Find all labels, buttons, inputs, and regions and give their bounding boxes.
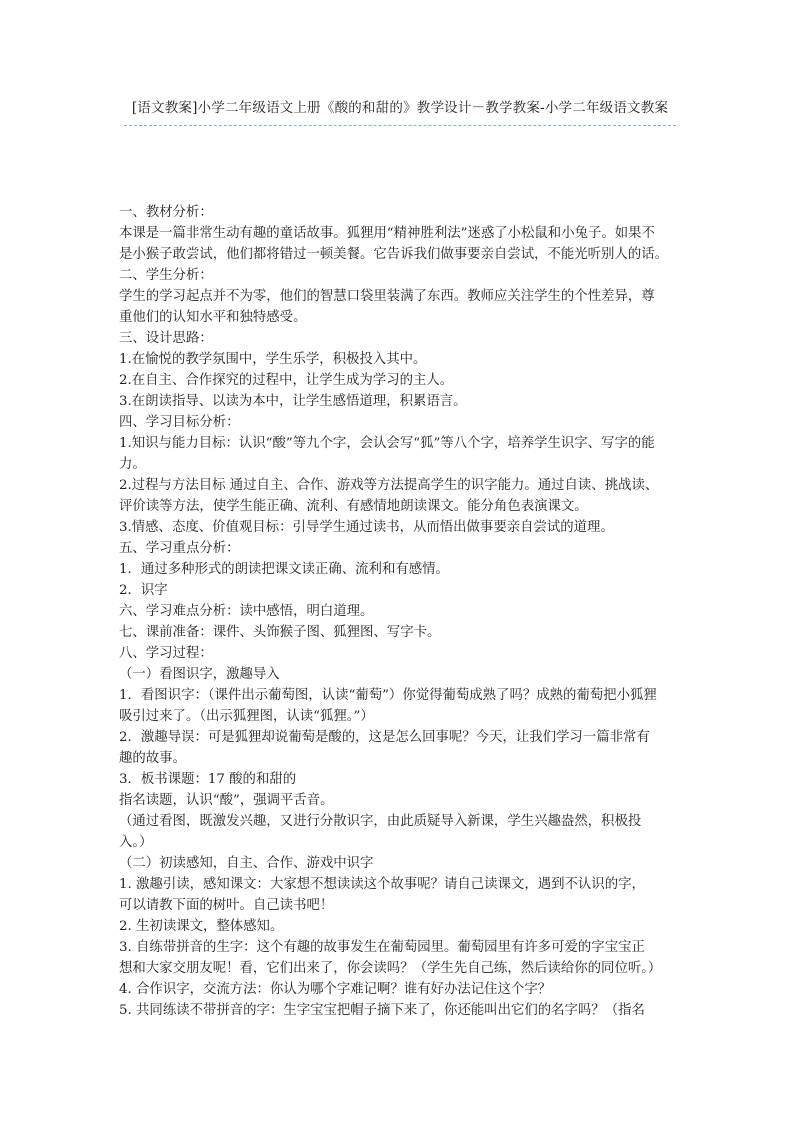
- list-item: 2. 生初读课文，整体感知。: [119, 919, 284, 934]
- list-item: 1．通过多种形式的朗读把课文读正确、流利和有感情。: [119, 562, 449, 577]
- list-item: 3.情感、态度、价值观目标：引导学生通过读书，从而悟出做事要亲自尝试的道理。: [119, 520, 614, 535]
- list-item: 5. 共同练读不带拼音的字：生字宝宝把帽子摘下来了，你还能叫出它们的名字吗？（指名: [119, 1003, 645, 1018]
- list-item: 3.在朗读指导、以读为本中，让学生感悟道理，积累语言。: [119, 394, 467, 409]
- section-heading: 四、学习目标分析：: [119, 415, 240, 430]
- body-text-line: 学生的学习起点并不为零，他们的智慧口袋里装满了东西。教师应关注学生的个性差异，尊: [119, 289, 655, 304]
- subsection-heading: （二）初读感知，自主、合作、游戏中识字: [119, 856, 374, 871]
- section-heading: 八、学习过程：: [119, 646, 213, 661]
- list-item: 1. 激趣引读，感知课文：大家想不想读读这个故事呢？请自己读课文，遇到不认识的字，: [119, 877, 645, 892]
- body-text-line: 重他们的认知水平和独特感受。: [119, 310, 307, 325]
- list-item: 1．看图识字：（课件出示葡萄图，认读“葡萄”）你觉得葡萄成熟了吗？成熟的葡萄把小狐狸: [119, 688, 657, 703]
- body-text-line: 趣的故事。: [119, 751, 186, 766]
- section-heading: 七、课前准备：课件、头饰猴子图、狐狸图、写字卡。: [119, 625, 441, 640]
- body-text-line: 评价读等方法，使学生能正确、流利、有感情地朗读课文。能分角色表演课文。: [119, 499, 588, 514]
- section-heading: 五、学习重点分析：: [119, 541, 240, 556]
- section-heading: 三、设计思路：: [119, 331, 213, 346]
- list-item: 2．识字: [119, 583, 168, 598]
- subsection-heading: （一）看图识字，激趣导入: [119, 667, 280, 682]
- body-text-line: 可以请教下面的树叶。自己读书吧！: [119, 898, 334, 913]
- body-text-line: 力。: [119, 457, 146, 472]
- list-item: 2．激趣导误：可是狐狸却说葡萄是酸的，这是怎么回事呢？今天，让我们学习一篇非常有: [119, 730, 650, 745]
- list-item: 2.在自主、合作探究的过程中，让学生成为学习的主人。: [119, 373, 454, 388]
- body-text-line: 想和大家交朋友呢！看，它们出来了，你会读吗？（学生先自己练，然后读给你的同位听。）: [119, 961, 662, 976]
- section-heading: 二、学生分析：: [119, 268, 213, 283]
- section-heading: 一、教材分析：: [119, 205, 213, 220]
- list-item: 1.知识与能力目标：认识“酸”等九个字，会认会写“狐”等八个字，培养学生识字、写字的能: [119, 436, 655, 451]
- body-text-line: 入。）: [119, 835, 153, 850]
- body-text-line: （通过看图，既激发兴趣，又进行分散识字，由此质疑导入新课，学生兴趣盎然，积极投: [119, 814, 642, 829]
- list-item: 3．板书课题：17 酸的和甜的: [119, 772, 297, 787]
- body-text-line: 是小猴子敢尝试，他们都将错过一顿美餐。它告诉我们做事要亲自尝试，不能光听别人的话。: [119, 247, 669, 262]
- document-body: [119, 202, 687, 1021]
- document-title: [语文教案]小学二年级语文上册《酸的和甜的》教学设计－教学教案-小学二年级语文教案: [131, 100, 669, 116]
- body-text-line: 本课是一篇非常生动有趣的童话故事。狐狸用“精神胜利法”迷惑了小松鼠和小兔子。如果不: [119, 226, 655, 241]
- list-item: 1.在愉悦的教学氛围中，学生乐学，积极投入其中。: [119, 352, 427, 367]
- body-text-line: 吸引过来了。（出示狐狸图，认读“狐狸。”）: [119, 709, 374, 724]
- list-item: 2.过程与方法目标 通过自主、合作、游戏等方法提高学生的识字能力。通过自读、挑战读、: [119, 478, 659, 493]
- body-text-line: 指名读题，认识“酸”，强调平舌音。: [119, 793, 334, 808]
- list-item: 4. 合作识字，交流方法：你认为哪个字难记啊？谁有好办法记住这个字？: [119, 982, 552, 997]
- title-divider: [124, 125, 676, 126]
- list-item: 3. 自练带拼音的生字：这个有趣的故事发生在葡萄园里。葡萄园里有许多可爱的字宝宝正: [119, 940, 645, 955]
- section-heading: 六、学习难点分析：读中感悟，明白道理。: [119, 604, 374, 619]
